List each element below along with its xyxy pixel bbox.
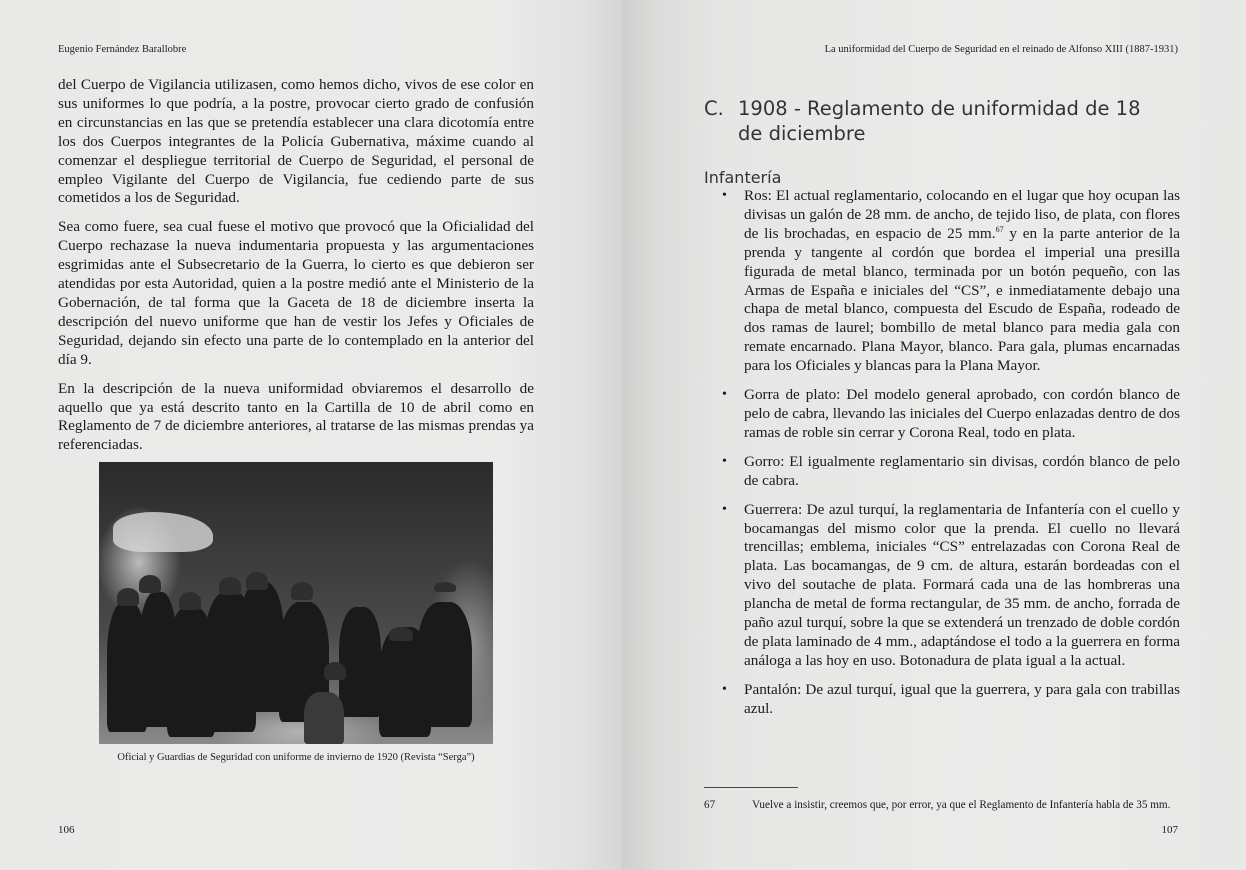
- running-head-author: Eugenio Fernández Barallobre: [58, 44, 187, 55]
- bullet-icon: •: [722, 501, 727, 517]
- paragraph: del Cuerpo de Vigilancia utilizasen, como hemos dicho, vivos de ese color en sus uniformes lo que podría, a la postre, provocar cierto grado de confusión en circunstancias en las que se pretendía establecer una clara dicotomía entre los dos Cuerpos integrantes de la Policía Gubernativa, máxime cuando al comenzar el despliegue territorial de Cuerpo de Seguridad, el personal de empleo Vigilante del Cuerpo de Vigilancia, fue cediendo parte de sus cometidos a los de Seguridad.: [58, 76, 534, 207]
- list-item-gorra: [722, 386, 1180, 443]
- right-page: [622, 0, 1246, 870]
- running-head-title: La uniformidad del Cuerpo de Seguridad en el reinado de Alfonso XIII (1887-1931): [824, 44, 1178, 55]
- list-item-text: Ros: El actual reglamentario, colocando en el lugar que hoy ocupan las divisas un galón de 28 mm. de ancho, de tejido liso, de plata, con flores de lis brochadas, en espacio de 25 mm.: [744, 187, 1180, 242]
- bullet-icon: •: [722, 387, 727, 403]
- page-number-right: 107: [1161, 824, 1178, 836]
- uniform-item-list: [722, 187, 1180, 729]
- paragraph: En la descripción de la nueva uniformidad obviaremos el desarrollo de aquello que ya está descrito tanto en la Cartilla de 10 de abril como en Reglamento de 7 de diciembre anteriores, al tratarse de las mismas prendas ya referenciadas.: [58, 379, 534, 454]
- list-item-pantalon: [722, 681, 1180, 719]
- footnote-text: Vuelve a insistir, creemos que, por error, ya que el Reglamento de Infantería habla de 35 mm.: [752, 799, 1171, 811]
- list-item-text: Gorra de plato: Del modelo general aprobado, con cordón blanco de pelo de cabra, llevando las iniciales del Cuerpo enlazadas dentro de dos ramas de roble sin cerrar y Corona Real, todo en plata.: [744, 386, 1180, 441]
- page-number-left: 106: [58, 824, 75, 836]
- section-title-text: 1908 - Reglamento de uniformidad de 18 de diciembre: [738, 97, 1141, 146]
- list-item-text: Gorro: El igualmente reglamentario sin divisas, cordón blanco de pelo de cabra.: [744, 452, 1180, 489]
- left-body-text: [58, 76, 534, 465]
- footnote-number: 67: [704, 799, 716, 811]
- figure: [99, 462, 493, 763]
- list-item-text: Pantalón: De azul turquí, igual que la guerrera, y para gala con trabillas azul.: [744, 680, 1180, 717]
- list-item-text: Guerrera: De azul turquí, la reglamentaria de Infantería con el cuello y bocamangas del mismo color que la prenda. El cuello no llevará trencillas; emblema, iniciales “CS” entrelazadas con Corona Real de plata. Las bocamangas, de 9 cm. de altura, estarán bordeadas con el vivo del soutache de plata. Formará cada una de las hombreras una plancha de metal de forma rectangular, de 35 mm. de ancho, forrada de paño azul turquí, sobre la que se extenderá un trenzado de doble cordón de plata laminado de 4 mm., adaptándose el todo a la guerrera en forma análoga a las hoy en uso. Botonadura de plata igual a la actual.: [744, 500, 1180, 669]
- paragraph: Sea como fuere, sea cual fuese el motivo que provocó que la Oficialidad del Cuerpo rechazase la nueva indumentaria propuesta y las argumentaciones esgrimidas ante el Subsecretario de la Guerra, lo cierto es que debieron ser atendidas por esta Autoridad, quien a la postre medió ante el Ministerio de la Gobernación, de tal forma que la Gaceta de 18 de diciembre inserta la descripción del nuevo uniforme que han de vestir los Jefes y Oficiales de Seguridad, dejando sin efecto una parte de lo contemplado en la anterior del día 9.: [58, 218, 534, 368]
- section-title: [704, 96, 1158, 146]
- list-item-text: y en la parte anterior de la prenda y tangente al cordón que bordea el imperial una presilla figurada de metal blanco, terminada por un botón pequeño, con las Armas de España e iniciales del “CS”, e inmediatamente debajo una chapa de metal blanco, compuesta del Escudo de España, rodeado de dos ramas de laurel; bombillo de metal blanco para media gala con remate encarnado. Plana Mayor, blanco. Para gala, plumas encarnadas para los Oficiales y blancas para la Plana Mayor.: [744, 224, 1181, 375]
- figure-caption: Oficial y Guardias de Seguridad con uniforme de invierno de 1920 (Revista “Serga”): [117, 752, 475, 763]
- list-item-gorro: [722, 453, 1180, 491]
- section-letter: C.: [704, 97, 724, 121]
- footnote: [704, 799, 1180, 811]
- bullet-icon: •: [722, 453, 727, 469]
- bullet-icon: •: [722, 681, 727, 697]
- footnote-divider: [704, 787, 798, 788]
- subsection-title: Infantería: [704, 168, 782, 187]
- footnote-reference[interactable]: 67: [995, 224, 1004, 234]
- bullet-icon: •: [722, 188, 727, 203]
- historical-photo: [99, 462, 493, 744]
- left-page: [0, 0, 622, 870]
- list-item-ros: [722, 187, 1180, 376]
- list-item-guerrera: [722, 501, 1180, 671]
